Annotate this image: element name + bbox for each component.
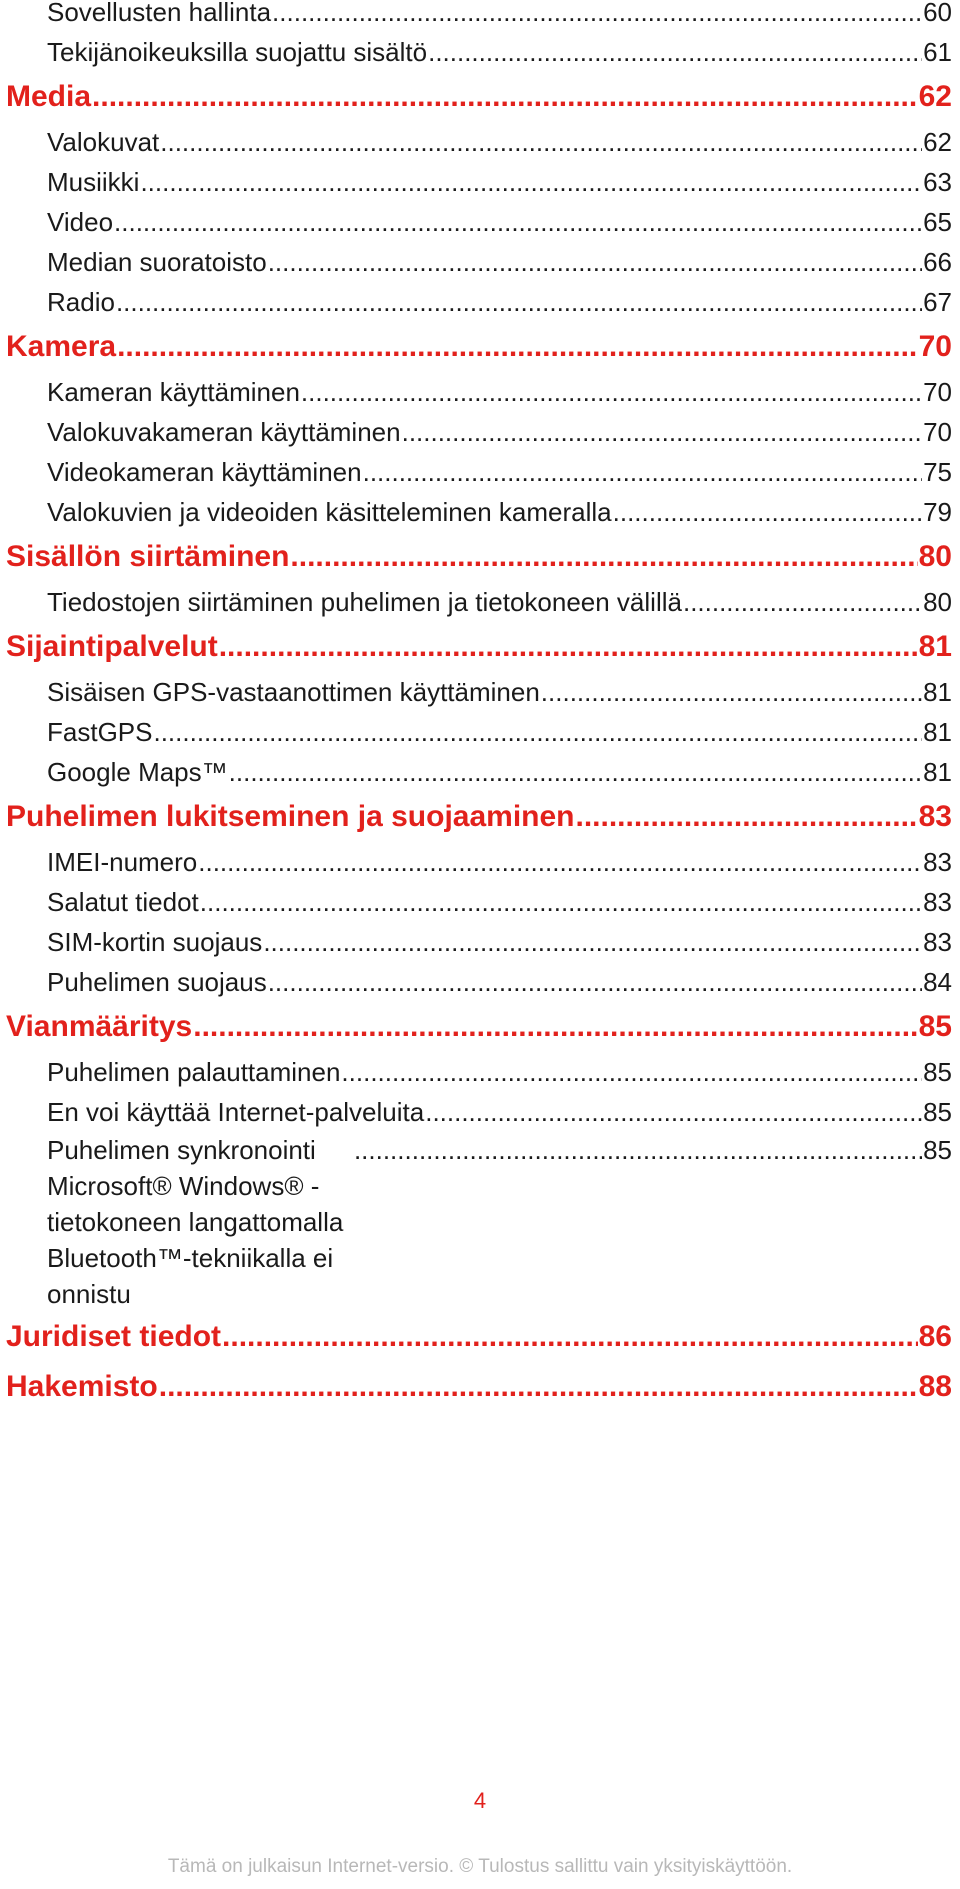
page-number: 4: [473, 1788, 487, 1813]
toc-entry-page: 81: [918, 630, 952, 663]
dot-leader: [116, 282, 922, 322]
dot-leader: [117, 322, 918, 372]
toc-entry-page: 86: [918, 1320, 952, 1353]
toc-entry-title: Tiedostojen siirtäminen puhelimen ja tietokoneen välillä: [47, 587, 682, 617]
dot-leader: [160, 122, 922, 162]
toc-section-entry[interactable]: [6, 1092, 952, 1132]
toc-chapter-entry[interactable]: [6, 622, 952, 672]
dot-leader: [301, 372, 922, 412]
toc-section-entry[interactable]: [6, 712, 952, 752]
toc-entry-page: 81: [923, 677, 952, 707]
toc-entry-page: 80: [923, 587, 952, 617]
toc-entry-title: IMEI-numero: [47, 847, 198, 877]
toc-entry-title: Video: [47, 207, 114, 237]
toc-entry-page: 70: [923, 417, 952, 447]
toc-entry-title: En voi käyttää Internet-palveluita: [47, 1097, 425, 1127]
toc-section-entry[interactable]: [6, 452, 952, 492]
toc-entry-title: FastGPS: [47, 717, 153, 747]
toc-entry-title: Sisällön siirtäminen: [6, 540, 290, 573]
toc-entry-title: SIM-kortin suojaus: [47, 927, 263, 957]
toc-entry-page: 62: [923, 127, 952, 157]
dot-leader: [341, 1052, 922, 1092]
toc-section-entry[interactable]: [6, 372, 952, 412]
dot-leader: [153, 712, 922, 752]
toc-section-entry[interactable]: [6, 1052, 952, 1092]
toc-entry-page: 61: [923, 37, 952, 67]
toc-entry-page: 81: [923, 757, 952, 787]
toc-entry-page: 70: [918, 330, 952, 363]
toc-entry-title: Puhelimen lukitseminen ja suojaaminen: [6, 800, 575, 833]
toc-chapter-entry[interactable]: [6, 1312, 952, 1362]
toc-section-entry[interactable]: [6, 922, 952, 962]
dot-leader: [268, 962, 922, 1002]
toc-section-entry[interactable]: [6, 202, 952, 242]
dot-leader: [222, 1312, 918, 1362]
toc-entry-title: Sijaintipalvelut: [6, 630, 218, 663]
dot-leader: [363, 452, 922, 492]
dot-leader: [541, 672, 922, 712]
dot-leader: [576, 792, 918, 842]
toc-section-entry[interactable]: [6, 122, 952, 162]
dot-leader: [193, 1002, 917, 1052]
toc-section-entry[interactable]: [6, 582, 952, 622]
toc-chapter-entry[interactable]: [6, 792, 952, 842]
toc-entry-page: 60: [923, 0, 952, 27]
toc-entry-page: 80: [918, 540, 952, 573]
dot-leader: [428, 32, 922, 72]
toc-chapter-entry[interactable]: [6, 1362, 952, 1412]
toc-section-entry[interactable]: [6, 962, 952, 1002]
dot-leader: [263, 922, 922, 962]
toc-chapter-entry[interactable]: [6, 532, 952, 582]
dot-leader: [159, 1362, 918, 1412]
toc-entry-page: 83: [923, 887, 952, 917]
toc-section-entry[interactable]: [6, 1132, 952, 1312]
toc-entry-title: Valokuvakameran käyttäminen: [47, 417, 401, 447]
toc-entry-title: Radio: [47, 287, 115, 317]
toc-entry-title: Kamera: [6, 330, 117, 363]
toc-entry-title: Vianmääritys: [6, 1010, 193, 1043]
dot-leader: [402, 412, 922, 452]
toc-chapter-entry[interactable]: [6, 72, 952, 122]
toc-entry-title: Tekijänoikeuksilla suojattu sisältö: [47, 37, 428, 67]
toc-entry-page: 83: [923, 847, 952, 877]
dot-leader: [354, 1132, 922, 1168]
toc-entry-title: Media: [6, 80, 92, 113]
toc-entry-title: Valokuvien ja videoiden käsitteleminen kameralla: [47, 497, 612, 527]
toc-entry-page: 85: [923, 1097, 952, 1127]
toc-section-entry[interactable]: [6, 0, 952, 32]
dot-leader: [229, 752, 922, 792]
dot-leader: [219, 622, 918, 672]
toc-entry-page: 84: [923, 967, 952, 997]
toc-section-entry[interactable]: [6, 282, 952, 322]
toc-entry-page: 67: [923, 287, 952, 317]
toc-entry-page: 70: [923, 377, 952, 407]
toc-chapter-entry[interactable]: [6, 322, 952, 372]
toc-entry-title: Valokuvat: [47, 127, 160, 157]
toc-entry-title: Juridiset tiedot: [6, 1320, 222, 1353]
toc-section-entry[interactable]: [6, 32, 952, 72]
dot-leader: [613, 492, 922, 532]
toc-entry-title: Puhelimen synkronointi Microsoft® Windows® -tietokoneen langattomalla Bluetooth™-tekniikalla ei onnistu: [47, 1135, 344, 1309]
toc-section-entry[interactable]: [6, 752, 952, 792]
footer-note: Tämä on julkaisun Internet-versio. © Tulostus sallittu vain yksityiskäyttöön.: [167, 1856, 793, 1877]
toc-entry-page: 83: [918, 800, 952, 833]
toc-section-entry[interactable]: [6, 672, 952, 712]
dot-leader: [425, 1092, 922, 1132]
toc-entry-title: Puhelimen palauttaminen: [47, 1057, 341, 1087]
toc-entry-title: Median suoratoisto: [47, 247, 267, 277]
toc-entry-title: Sovellusten hallinta: [47, 0, 272, 27]
toc-chapter-entry[interactable]: [6, 1002, 952, 1052]
toc-entry-title: Sisäisen GPS-vastaanottimen käyttäminen: [47, 677, 540, 707]
toc-section-entry[interactable]: [6, 882, 952, 922]
toc-entry-title: Musiikki: [47, 167, 140, 197]
toc-entry-title: Google Maps™: [47, 757, 228, 787]
toc-entry-page: 66: [923, 247, 952, 277]
toc-section-entry[interactable]: [6, 842, 952, 882]
toc-entry-page: 79: [923, 497, 952, 527]
dot-leader: [290, 532, 917, 582]
toc-section-entry[interactable]: [6, 242, 952, 282]
toc-entry-page: 83: [923, 927, 952, 957]
toc-entry-title: Puhelimen suojaus: [47, 967, 267, 997]
toc-entry-title: Videokameran käyttäminen: [47, 457, 362, 487]
toc-entry-page: 65: [923, 207, 952, 237]
toc-section-entry[interactable]: [6, 412, 952, 452]
dot-leader: [92, 72, 918, 122]
toc-entry-page: 63: [923, 167, 952, 197]
toc-entry-page: 85: [918, 1010, 952, 1043]
toc-entry-page: 62: [918, 80, 952, 113]
toc-entry-page: 75: [923, 457, 952, 487]
toc-entry-page: 85: [923, 1057, 952, 1087]
table-of-contents: [6, 0, 952, 1412]
dot-leader: [268, 242, 922, 282]
dot-leader: [114, 202, 922, 242]
toc-section-entry[interactable]: [6, 162, 952, 202]
toc-entry-page: 85: [923, 1135, 952, 1165]
dot-leader: [683, 582, 922, 622]
dot-leader: [198, 842, 922, 882]
toc-entry-title: Salatut tiedot: [47, 887, 199, 917]
dot-leader: [272, 0, 922, 32]
toc-entry-title: Hakemisto: [6, 1370, 158, 1403]
dot-leader: [200, 882, 922, 922]
dot-leader: [140, 162, 922, 202]
toc-entry-title: Kameran käyttäminen: [47, 377, 300, 407]
toc-entry-page: 88: [918, 1370, 952, 1403]
toc-entry-page: 81: [923, 717, 952, 747]
toc-section-entry[interactable]: [6, 492, 952, 532]
